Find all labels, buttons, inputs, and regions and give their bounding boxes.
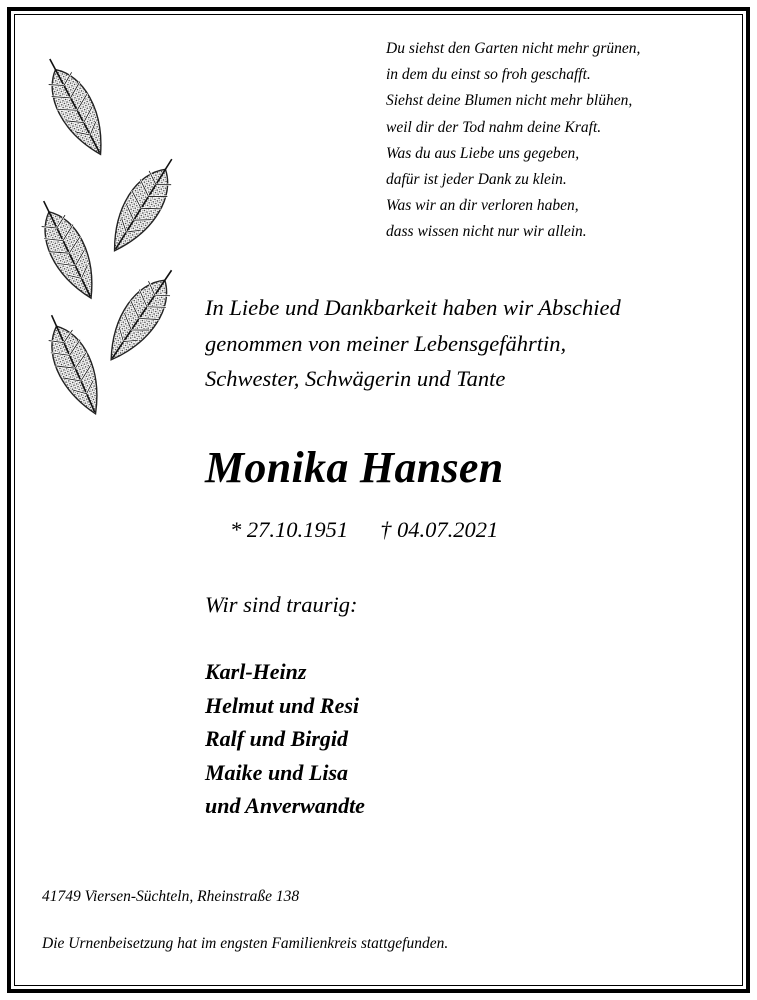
poem-line: Siehst deine Blumen nicht mehr blühen, — [386, 92, 633, 110]
poem-line: dass wissen nicht nur wir allein. — [386, 223, 587, 241]
intro-line: In Liebe und Dankbarkeit haben wir Abschied — [205, 295, 621, 320]
birth-date: * 27.10.1951 — [230, 517, 349, 542]
leaf-1 — [40, 51, 116, 163]
poem — [386, 36, 736, 246]
poem-line: Was wir an dir verloren haben, — [386, 197, 579, 215]
life-dates — [230, 514, 498, 546]
burial-notice: Die Urnenbeisetzung hat im engsten Familienkreis stattgefunden. — [42, 935, 449, 952]
deceased-name: Monika Hansen — [205, 443, 504, 492]
address: 41749 Viersen-Süchteln, Rheinstraße 138 — [42, 888, 300, 905]
mourner-name: Maike und Lisa — [205, 759, 349, 785]
leaf-4 — [97, 261, 180, 370]
poem-line: in dem du einst so froh geschafft. — [386, 66, 591, 84]
poem-line: dafür ist jeder Dank zu klein. — [386, 171, 567, 189]
mourner-name: und Anverwandte — [205, 793, 365, 818]
leaf-3 — [40, 194, 107, 306]
intro-text — [205, 290, 725, 397]
mourner-name: Ralf und Birgid — [205, 726, 349, 751]
mourners-list — [205, 655, 365, 823]
intro-line: Schwester, Schwägerin und Tante — [205, 366, 506, 391]
poem-line: Was du aus Liebe uns gegeben, — [386, 144, 580, 162]
mourning-heading: Wir sind traurig: — [205, 592, 358, 617]
intro-line: genommen von meiner Lebensgefährtin, — [205, 330, 567, 356]
poem-line: weil dir der Tod nahm deine Kraft. — [386, 118, 602, 136]
death-date: † 04.07.2021 — [380, 517, 499, 542]
falling-leaves-icon — [40, 50, 180, 440]
poem-line: Du siehst den Garten nicht mehr grünen, — [386, 40, 641, 57]
leaf-5 — [40, 308, 111, 421]
mourner-name: Helmut und Resi — [205, 692, 360, 718]
mourner-name: Karl-Heinz — [205, 659, 307, 684]
leaf-2 — [100, 150, 180, 260]
